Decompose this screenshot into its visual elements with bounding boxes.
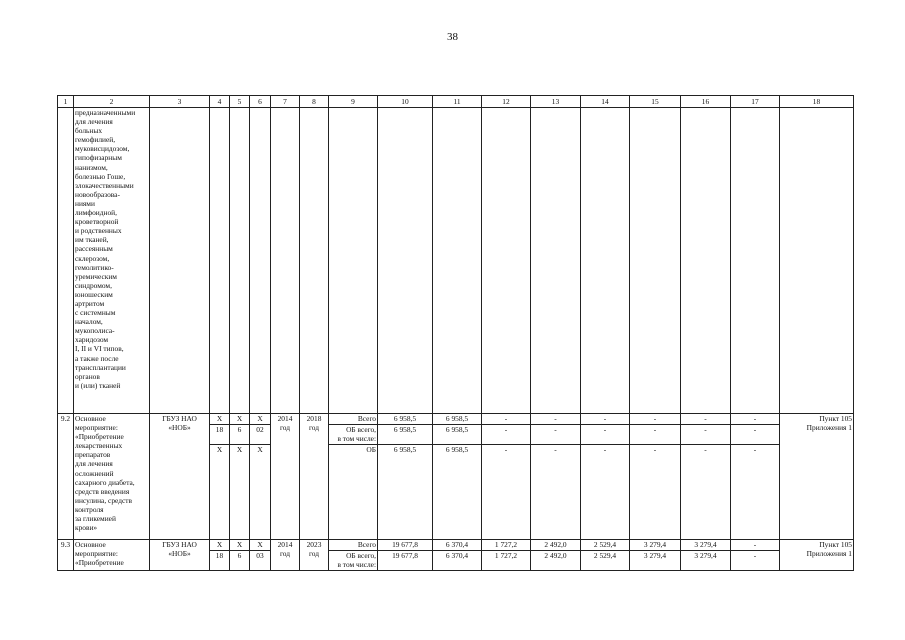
header-cell: 17 [731,96,780,108]
value-cell: - [731,445,780,540]
value-cell: 1 727,2 [482,551,531,571]
value-cell: - [630,425,681,445]
header-cell: 16 [681,96,731,108]
code-cell: Х [230,414,250,425]
header-cell: 10 [378,96,433,108]
value-cell: 3 279,4 [681,540,731,551]
value-cell: - [630,445,681,540]
value-cell: 2 529,4 [581,551,630,571]
value-cell: - [731,425,780,445]
page-number: 38 [447,31,458,43]
header-cell: 6 [250,96,271,108]
header-cell: 7 [271,96,300,108]
header-cell: 1 [58,96,74,108]
code-cell: Х [230,445,250,540]
value-cell: 6 370,4 [433,551,482,571]
fin-source: Всего [329,540,378,551]
value-cell: - [531,414,581,425]
header-cell: 12 [482,96,531,108]
header-row [58,96,854,108]
fin-source: ОБ всего, в том числе: [329,551,378,571]
header-cell: 2 [74,96,150,108]
code-cell: Х [230,540,250,551]
value-cell: - [681,425,731,445]
fin-source: ОБ [329,445,378,540]
value-cell: - [482,425,531,445]
row-number: 9.3 [58,540,74,571]
row-description: Основное мероприятие: «Приобретение лекарственных препаратов для лечения осложнений сахарного диабета, средств введения инсулина, средств контроля за гликемией крови» [74,414,150,540]
year-start: 2014 год [271,414,300,540]
value-cell: 6 958,5 [378,445,433,540]
value-cell: - [581,425,630,445]
code-cell: Х [250,414,271,425]
continuation-row [58,108,854,414]
header-cell: 11 [433,96,482,108]
header-cell: 15 [630,96,681,108]
value-cell: 1 727,2 [482,540,531,551]
code-cell: Х [210,540,230,551]
code-cell: 02 [250,425,271,445]
value-cell: - [681,414,731,425]
year-end: 2023 год [300,540,329,571]
table-row [58,540,854,551]
row-description: Основное мероприятие: «Приобретение [74,540,150,571]
value-cell: 2 492,0 [531,540,581,551]
code-cell: Х [210,445,230,540]
value-cell: - [630,414,681,425]
header-cell: 3 [150,96,210,108]
header-cell: 9 [329,96,378,108]
value-cell: - [681,445,731,540]
note-cell: Пункт 105 Приложения 1 [780,540,854,571]
value-cell: 6 958,5 [433,445,482,540]
header-cell: 14 [581,96,630,108]
note-cell: Пункт 105 Приложения 1 [780,414,854,540]
code-cell: 18 [210,425,230,445]
value-cell: - [581,414,630,425]
value-cell: 2 492,0 [531,551,581,571]
value-cell: - [581,445,630,540]
header-cell: 4 [210,96,230,108]
value-cell: 19 677,8 [378,540,433,551]
fin-source: ОБ всего, в том числе: [329,425,378,445]
year-end: 2018 год [300,414,329,540]
code-cell: 03 [250,551,271,571]
code-cell: 6 [230,425,250,445]
value-cell: 3 279,4 [630,540,681,551]
value-cell: - [531,425,581,445]
continuation-text: предназначенными для лечения больных гемофилией, муковисцидозом, гипофизарным нанизмом, болезнью Гоше, злокачественными новообразова- ниями лимфоидной, кроветворной и родственных им тканей, рассеянным склерозом, гемолитико- уремическим синдромом, юношеским артритом с системным началом, мукополиса- харидозом I, II и VI типов, а также после трансплантации органов и (или) тканей [74,108,150,414]
value-cell: - [482,414,531,425]
value-cell: 6 958,5 [378,414,433,425]
value-cell: 6 958,5 [433,414,482,425]
value-cell: 6 958,5 [378,425,433,445]
value-cell: 3 279,4 [630,551,681,571]
header-cell: 5 [230,96,250,108]
value-cell: - [731,551,780,571]
value-cell: - [731,414,780,425]
value-cell: 3 279,4 [681,551,731,571]
value-cell: - [531,445,581,540]
header-cell: 18 [780,96,854,108]
program-table [57,95,854,571]
header-cell: 13 [531,96,581,108]
code-cell: 6 [230,551,250,571]
table-row [58,414,854,425]
value-cell: - [731,540,780,551]
code-cell: Х [250,445,271,540]
value-cell: 6 958,5 [433,425,482,445]
code-cell: 18 [210,551,230,571]
fin-source: Всего [329,414,378,425]
value-cell: 6 370,4 [433,540,482,551]
value-cell: 2 529,4 [581,540,630,551]
header-cell: 8 [300,96,329,108]
value-cell: 19 677,8 [378,551,433,571]
code-cell: Х [250,540,271,551]
code-cell: Х [210,414,230,425]
responsible-org: ГБУЗ НАО «НОБ» [150,414,210,540]
year-start: 2014 год [271,540,300,571]
value-cell: - [482,445,531,540]
row-number: 9.2 [58,414,74,540]
responsible-org: ГБУЗ НАО «НОБ» [150,540,210,571]
